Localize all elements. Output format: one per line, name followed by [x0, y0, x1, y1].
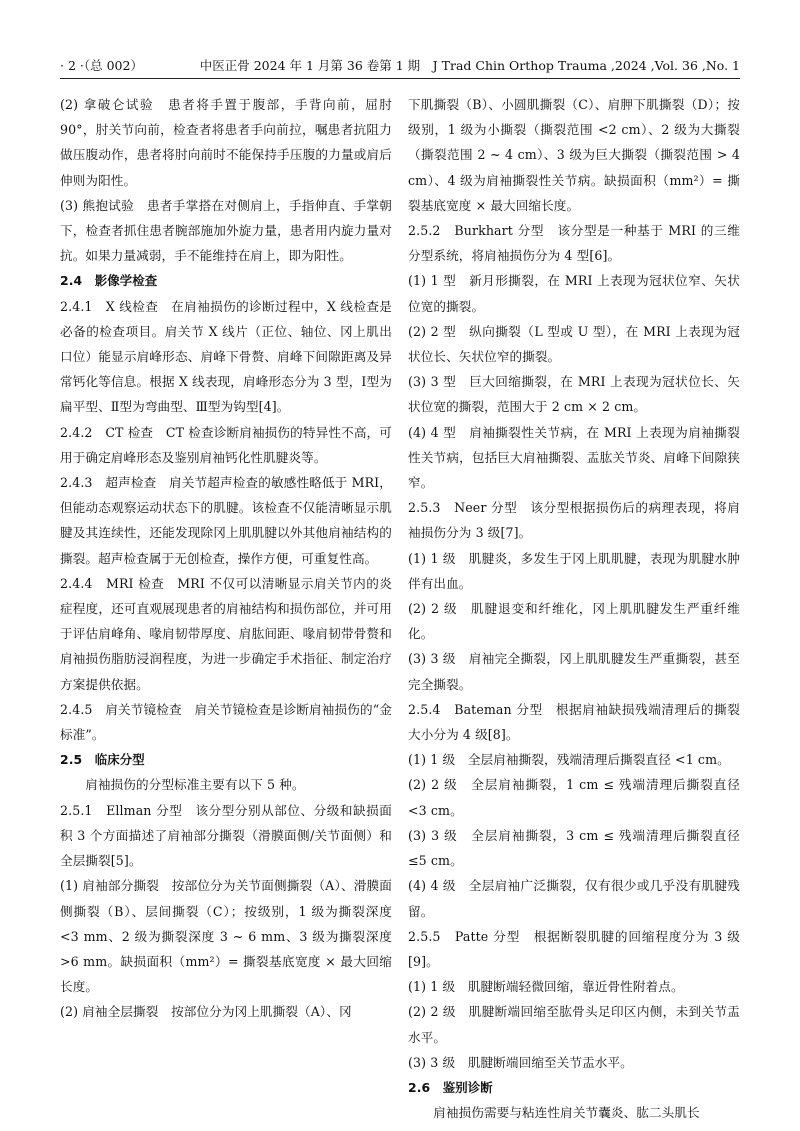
left-column [60, 92, 392, 1025]
paragraph: 2.5.5 Patte 分型 根据断裂肌腱的回缩程度分为 3 级[9]。 [408, 928, 740, 969]
section-heading: 2.5 临床分型 [60, 752, 145, 768]
paragraph: (2) 2 级 全层肩袖撕裂，1 cm ≤ 残端清理后撕裂直径 <3 cm。 [408, 777, 740, 818]
page-number: · 2 ·（总 002） [60, 58, 143, 73]
paragraph: (2) 肩袖全层撕裂 按部位分为冈上肌撕裂（A）、冈 [60, 1004, 352, 1020]
paragraph: 肩袖损伤的分型标准主要有以下 5 种。 [85, 777, 305, 793]
paragraph: (4) 4 型 肩袖撕裂性关节病，在 MRI 上表现为肩袖撕裂性关节病，包括巨大肩袖撕裂、盂肱关节炎、肩峰下间隙狭窄。 [408, 424, 740, 491]
paragraph: 2.4.1 X 线检查 在肩袖损伤的诊断过程中，X 线检查是必备的检查项目。肩关节 X 线片（正位、轴位、冈上肌出口位）能显示肩峰形态、肩峰下骨赘、肩峰下间隙距离及异常钙化等信息。根据 X 线表现，肩峰形态分为 3 型，Ⅰ型为扁平型、Ⅱ型为弯曲型、Ⅲ型为钩型[4]。 [60, 298, 392, 415]
paragraph: (3) 熊抱试验 患者手掌搭在对侧肩上，手指伸直、手掌朝下，检查者抓住患者腕部施加外旋力量，患者用内旋力量对抗。如果力量减弱，手不能维持在肩上，即为阳性。 [60, 197, 392, 264]
running-header [60, 56, 740, 79]
paragraph: (2) 2 级 肌腱断端回缩至肱骨头足印区内侧，未到关节盂水平。 [408, 1004, 740, 1045]
paragraph: 2.4.5 肩关节镜检查 肩关节镜检查是诊断肩袖损伤的“金标准”。 [60, 701, 392, 743]
paragraph: (2) 2 型 纵向撕裂（L 型或 U 型），在 MRI 上表现为冠状位长、矢状位窄的撕裂。 [408, 323, 740, 365]
paragraph: (3) 3 级 肩袖完全撕裂，冈上肌肌腱发生严重撕裂，甚至完全撕裂。 [408, 651, 740, 692]
paragraph: (1) 1 级 肌腱断端轻微回缩，靠近骨性附着点。 [408, 979, 684, 995]
section-heading: 2.4 影像学检查 [60, 273, 158, 289]
paragraph: (1) 1 型 新月形撕裂，在 MRI 上表现为冠状位窄、矢状位宽的撕裂。 [408, 273, 740, 314]
paragraph: (1) 1 级 全层肩袖撕裂，残端清理后撕裂直径 <1 cm。 [408, 752, 730, 768]
paragraph: (3) 3 级 肌腱断端回缩至关节盂水平。 [408, 1054, 633, 1070]
paragraph: (3) 3 型 巨大回缩撕裂，在 MRI 上表现为冠状位长、矢状位宽的撕裂，范围大于 2 cm × 2 cm。 [408, 374, 740, 415]
paragraph: (2) 2 级 肌腱退变和纤维化，冈上肌肌腱发生严重纤维化。 [408, 601, 740, 642]
paragraph: 2.5.4 Bateman 分型 根据肩袖缺损残端清理后的撕裂大小分为 4 级[8]。 [408, 701, 740, 743]
paragraph: (2) 拿破仑试验 患者将手置于腹部，手背向前，屈肘 90°，肘关节向前，检查者将患者手向前拉，嘱患者抗阻力做压腹动作，患者将肘向前时不能保持手压腹的力量或肩后伸则为阳性。 [60, 97, 392, 188]
paragraph: 下肌撕裂（B）、小圆肌撕裂（C）、肩胛下肌撕裂（D）；按级别，1 级为小撕裂（撕裂范围 <2 cm）、2 级为大撕裂（撕裂范围 2 ~ 4 cm）、3 级为巨大撕裂（撕裂范围 > 4 cm）、4 级为肩袖撕裂性关节病。缺损面积（mm²）= 撕裂基底宽度 × 最大回缩长度。 [408, 97, 740, 213]
paragraph: (1) 1 级 肌腱炎，多发生于冈上肌肌腱，表现为肌腱水肿伴有出血。 [408, 550, 740, 591]
paragraph: 2.5.1 Ellman 分型 该分型分别从部位、分级和缺损面积 3 个方面描述了肩袖部分撕裂（滑膜面侧/关节面侧）和全层撕裂[5]。 [60, 802, 392, 869]
paragraph: (1) 肩袖部分撕裂 按部位分为关节面侧撕裂（A）、滑膜面侧撕裂（B）、层间撕裂（C）；按级别，1 级为撕裂深度 <3 mm、2 级为撕裂深度 3 ~ 6 mm、3 级为撕裂深度 >6 mm。缺损面积（mm²）= 撕裂基底宽度 × 最大回缩长度。 [60, 878, 392, 995]
paragraph: 2.5.3 Neer 分型 该分型根据损伤后的病理表现，将肩袖损伤分为 3 级[7]。 [408, 500, 740, 541]
section-heading: 2.6 鉴别诊断 [408, 1079, 493, 1095]
journal-citation: 中医正骨 2024 年 1 月第 36 卷第 1 期 J Trad Chin Orthop Trauma ,2024 ,Vol. 36 ,No. 1 [199, 58, 740, 73]
paragraph: 2.4.2 CT 检查 CT 检查诊断肩袖损伤的特异性不高，可用于确定肩峰形态及鉴别肩袖钙化性肌腱炎等。 [60, 424, 392, 465]
paragraph: 2.4.4 MRI 检查 MRI 不仅可以清晰显示肩关节内的炎症程度，还可直观展现患者的肩袖结构和损伤部位，并可用于评估肩峰角、喙肩韧带厚度、肩肱间距、喙肩韧带骨赘和肩袖损伤脂肪浸润程度，为进一步确定手术指征、制定治疗方案提供依据。 [60, 575, 392, 692]
right-column [408, 92, 740, 1125]
paragraph: 2.5.2 Burkhart 分型 该分型是一种基于 MRI 的三维分型系统，将肩袖损伤分为 4 型[6]。 [408, 223, 740, 264]
paragraph: (3) 3 级 全层肩袖撕裂，3 cm ≤ 残端清理后撕裂直径 ≤5 cm。 [408, 827, 740, 869]
paragraph: 2.4.3 超声检查 肩关节超声检查的敏感性略低于 MRI，但能动态观察运动状态下的肌腱。该检查不仅能清晰显示肌腱及其连续性，还能发现除冈上肌肌腱以外其他肩袖结构的撕裂。超声检查属于无创检查，操作方便，可重复性高。 [60, 475, 392, 566]
paragraph: 肩袖损伤需要与粘连性肩关节囊炎、肱二头肌长 [433, 1105, 700, 1121]
paragraph: (4) 4 级 全层肩袖广泛撕裂，仅有很少或几乎没有肌腱残留。 [408, 878, 740, 919]
